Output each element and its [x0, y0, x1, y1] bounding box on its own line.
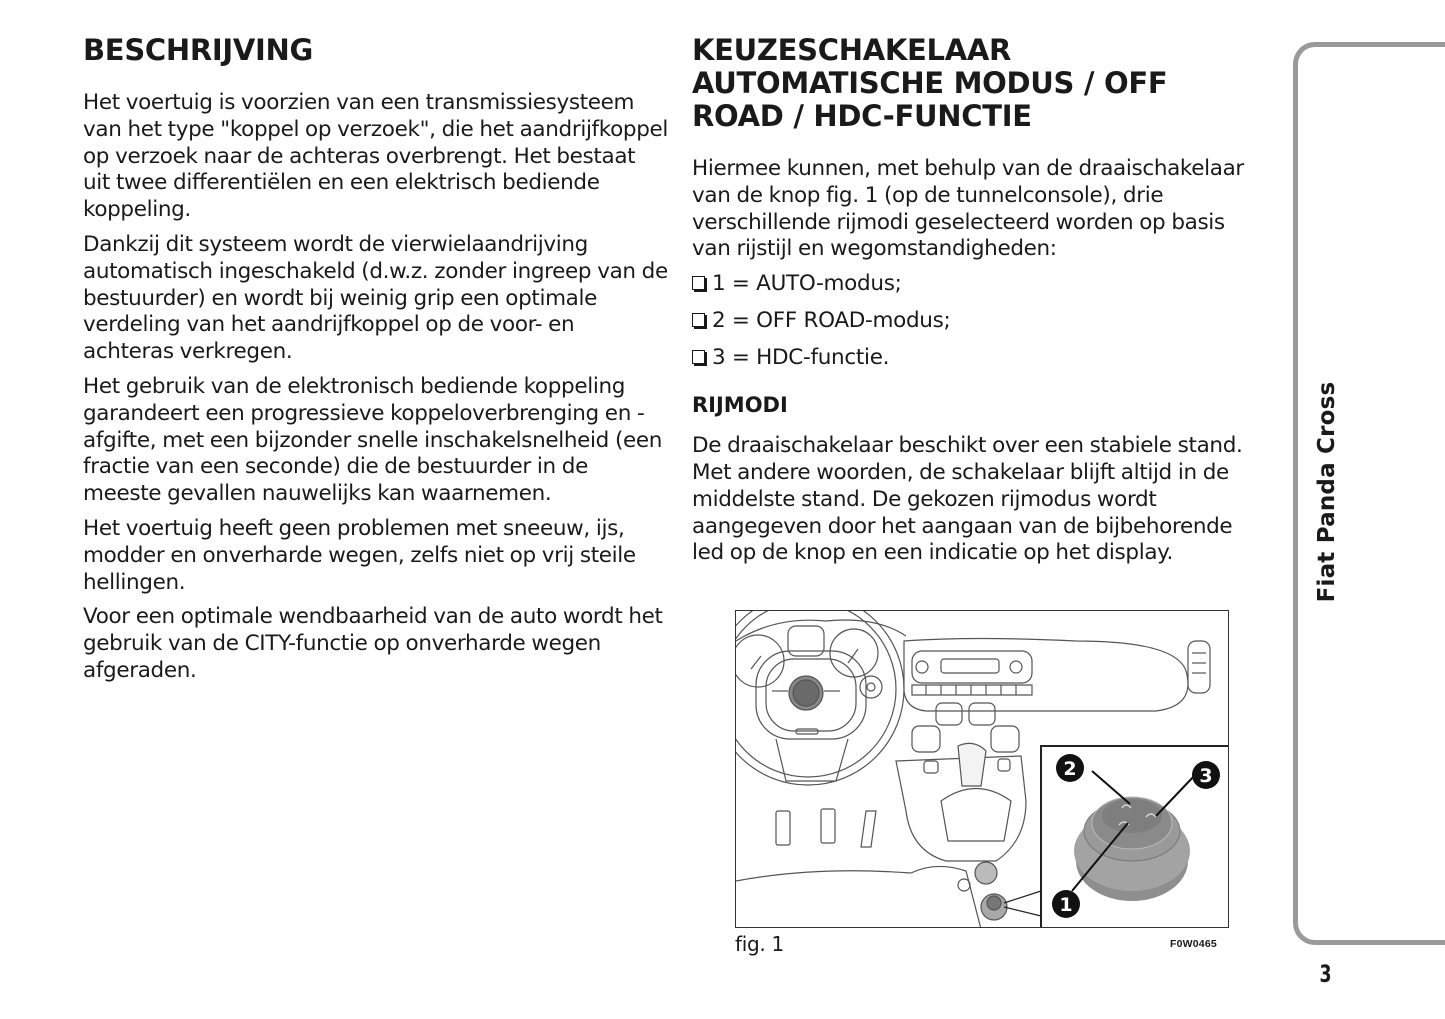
subsection-title-rijmodi: RIJMODI: [692, 393, 788, 418]
box-bullet-icon: [692, 313, 705, 327]
right-column: [692, 34, 1267, 575]
figure-caption: fig. 1: [735, 932, 784, 956]
figure-code: F0W0465: [1170, 938, 1217, 950]
list-item-text: 2 = OFF ROAD-modus;: [712, 308, 951, 334]
paragraph: Voor een optimale wendbaarheid van de auto wordt het gebruik van de CITY-functie op onverharde wegen afgeraden.: [83, 604, 663, 683]
box-bullet-icon: [692, 276, 705, 290]
figure-dashboard-illustration: [735, 610, 1229, 928]
subsection-paragraph: De draaischakelaar beschikt over een stabiele stand. Met andere woorden, de schakelaar blijft altijd in de middelste stand. De gekozen rijmodus wordt aangegeven door het aangaan van de bijbehorende led op de knop en een indicatie op het display.: [692, 433, 1243, 566]
section-title-keuzeschakelaar: KEUZESCHAKELAAR AUTOMATISCHE MODUS / OFF ROAD / HDC-FUNCTIE: [692, 33, 1168, 133]
section-title-beschrijving: BESCHRIJVING: [83, 33, 313, 67]
paragraph: Het gebruik van de elektronisch bediende koppeling garandeert een progressieve koppeloverbrenging en -afgifte, met een bijzonder snelle inschakelsnelheid (een fractie van een seconde) die de bestuurder in de meeste gevallen nauwelijks kan waarnemen.: [83, 373, 663, 507]
svg-text:2: 2: [1063, 758, 1077, 780]
list-item: [692, 271, 1267, 297]
paragraph: Dankzij dit systeem wordt de vierwielaandrijving automatisch ingeschakeld (d.w.z. zonder ingreep van de bestuurder) en wordt bij weinig grip een optimale verdeling van het aandrijfkoppel op de voor- en achteras verkregen.: [83, 231, 668, 365]
list-item-text: 3 = HDC-functie.: [712, 345, 890, 371]
list-item: [692, 308, 1267, 334]
side-tab-label: Fiat Panda Cross: [1314, 381, 1340, 603]
svg-text:1: 1: [1059, 894, 1073, 916]
intro-paragraph: Hiermee kunnen, met behulp van de draaischakelaar van de knop fig. 1 (op de tunnelconsole), drie verschillende rijmodi geselecteerd worden op basis van rijstijl en wegomstandigheden:: [692, 156, 1244, 262]
knob-inset: [1041, 746, 1229, 928]
dashboard-line-drawing: [736, 611, 1229, 928]
box-bullet-icon: [692, 350, 705, 364]
page-number: 3: [1319, 960, 1332, 988]
paragraph: Het voertuig heeft geen problemen met sneeuw, ijs, modder en onverharde wegen, zelfs niet op vrij steile hellingen.: [83, 515, 636, 595]
mode-list: [692, 271, 1267, 371]
paragraph: Het voertuig is voorzien van een transmissiesysteem van het type "koppel op verzoek", die het aandrijfkoppel op verzoek naar de achteras overbrengt. Het bestaat uit twee differentiëlen en een elektrisch bediende koppeling.: [83, 90, 669, 223]
list-item: [692, 345, 1267, 371]
svg-text:3: 3: [1199, 765, 1213, 787]
list-item-text: 1 = AUTO-modus;: [712, 271, 902, 297]
left-column: [83, 34, 668, 693]
